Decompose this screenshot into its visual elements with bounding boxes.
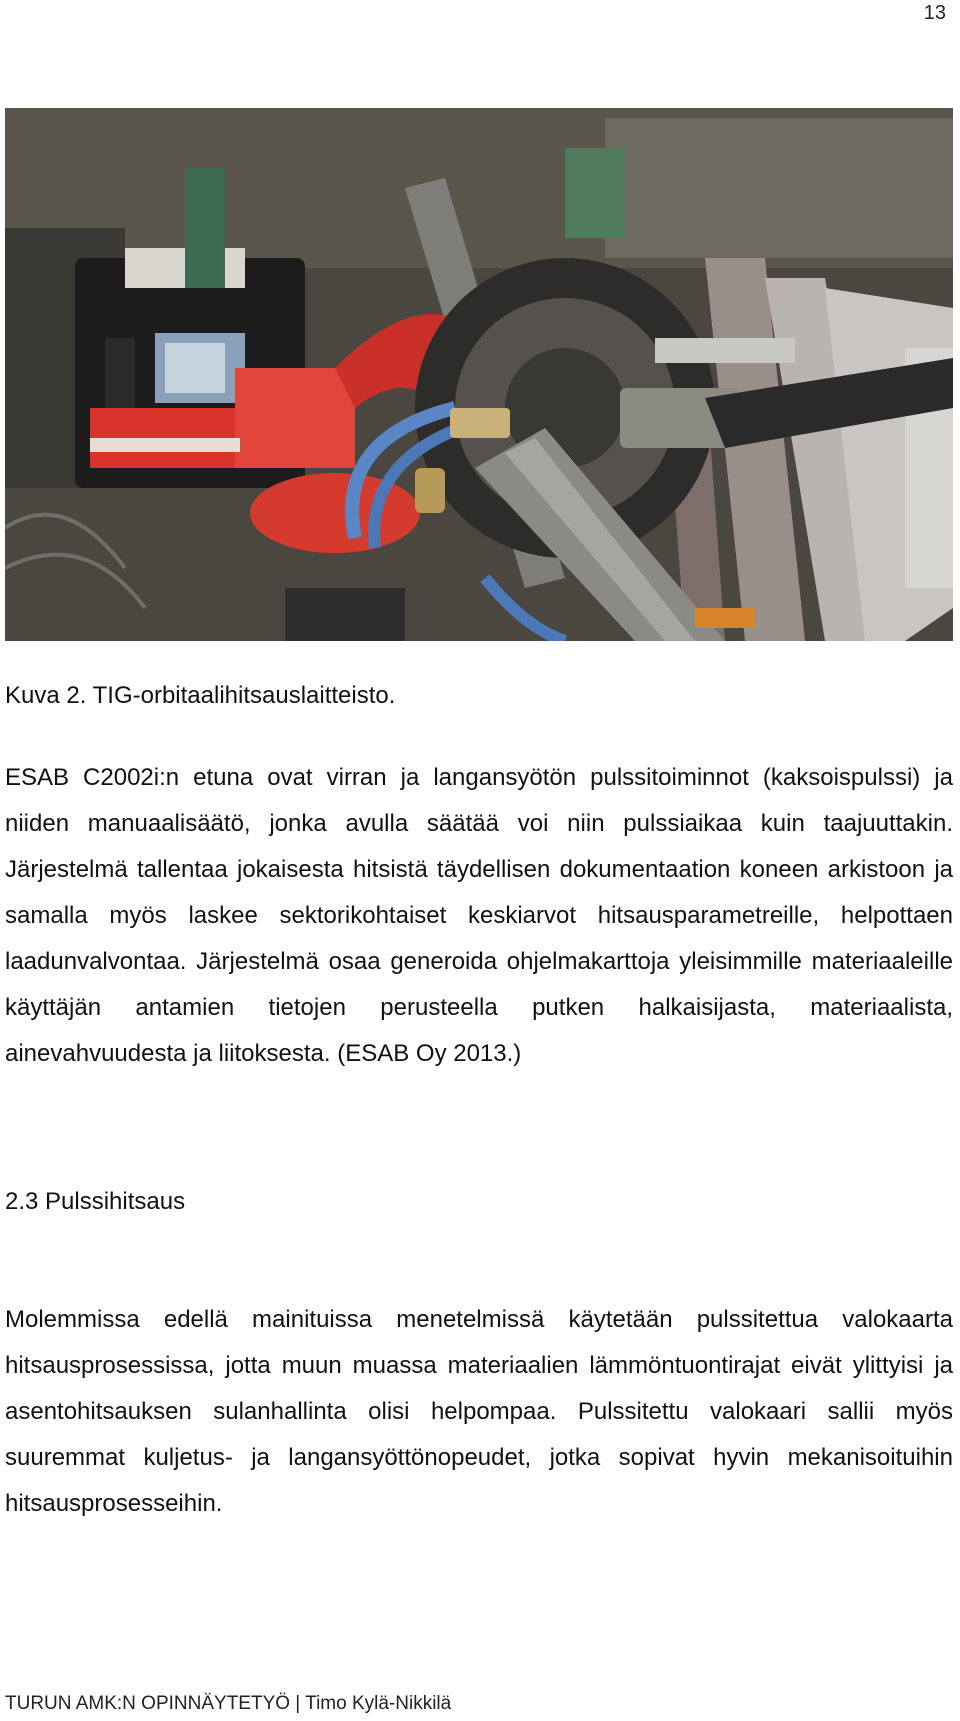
- body-paragraph-1: ESAB C2002i:n etuna ovat virran ja langansyötön pulssitoiminnot (kaksoispulssi) ja niiden manuaalisäätö, jonka avulla säätää voi niin pulssiaikaa kuin taajuuttakin. Järjestelmä tallentaa jokaisesta hitsistä täydellisen dokumentaation koneen arkistoon ja samalla myös laskee sektorikohtaiset keskiarvot hitsausparametreille, helpottaen laadunvalvontaa. Järjestelmä osaa generoida ohjelmakarttoja yleisimmille materiaaleille käyttäjän antamien tietojen perusteella putken halkaisijasta, materiaalista, ainevahvuudesta ja liitoksesta. (ESAB Oy 2013.): [5, 764, 953, 1067]
- body-paragraph-2: Molemmissa edellä mainituissa menetelmissä käytetään pulssitettua valokaarta hitsausprosessissa, jotta muun muassa materiaalien lämmöntuontirajat eivät ylittyisi ja asentohitsauksen sulanhallinta olisi helpompaa. Pulssitettu valokaari sallii myös suuremmat kuljetus- ja langansyöttönopeudet, jotka sopivat hyvin mekanisoituihin hitsausprosesseihin.: [5, 1306, 953, 1517]
- figure-photo: [5, 108, 953, 641]
- page-number: 13: [923, 2, 946, 24]
- welding-equipment-photo: [5, 108, 953, 641]
- figure-caption: Kuva 2. TIG-orbitaalihitsauslaitteisto.: [5, 682, 396, 709]
- page-footer: TURUN AMK:N OPINNÄYTETYÖ | Timo Kylä-Nikkilä: [5, 1693, 452, 1714]
- section-heading: 2.3 Pulssihitsaus: [5, 1188, 186, 1215]
